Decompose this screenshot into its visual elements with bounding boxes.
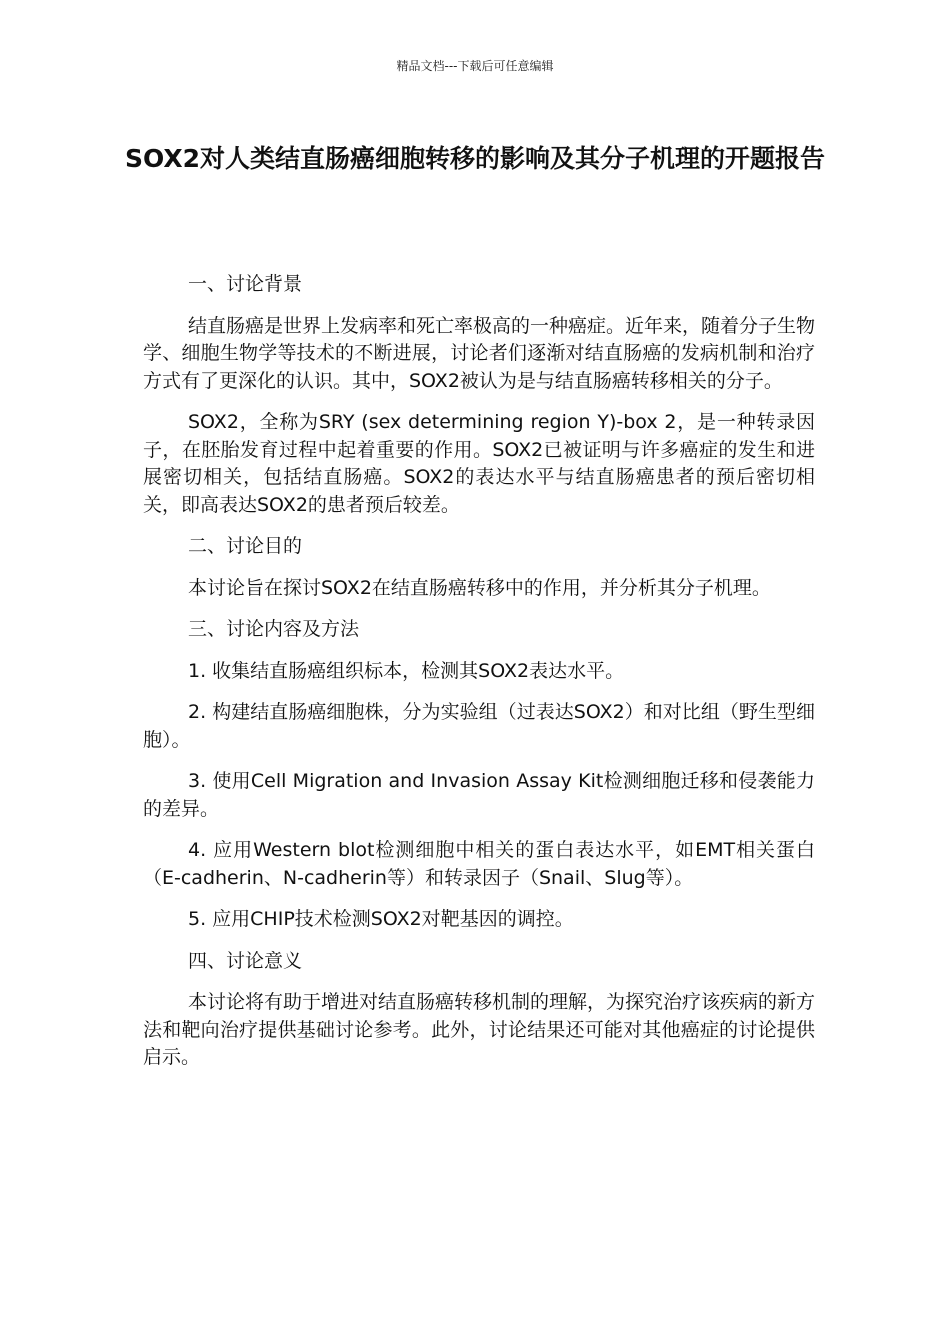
- document-body: [143, 271, 815, 1086]
- method-item-5: 5. 应用CHIP技术检测SOX2对靶基因的调控。: [188, 908, 574, 930]
- document-title: SOX2对人类结直肠癌细胞转移的影响及其分子机理的开题报告: [124, 144, 826, 173]
- paragraph-purpose: 本讨论旨在探讨SOX2在结直肠癌转移中的作用，并分析其分子机理。: [188, 576, 771, 599]
- method-item-2: 2. 构建结直肠癌细胞株，分为实验组（过表达SOX2）和对比组（野生型细胞）。: [143, 701, 815, 751]
- section-heading-purpose: 二、讨论目的: [188, 535, 303, 557]
- paragraph-background-2: SOX2，全称为SRY (sex determining region Y)-box 2，是一种转录因子，在胚胎发育过程中起着重要的作用。SOX2已被证明与许多癌症的发生和进展密切相关，包括结直肠癌。SOX2的表达水平与结直肠癌患者的预后密切相关，即高表达SOX2的患者预后较差。: [143, 411, 815, 516]
- section-heading-significance: 四、讨论意义: [188, 949, 303, 972]
- page-header: 精品文档---下载后可任意编辑: [396, 59, 554, 73]
- paragraph-background-1: 结直肠癌是世界上发病率和死亡率极高的一种癌症。近年来，随着分子生物学、细胞生物学等技术的不断进展，讨论者们逐渐对结直肠癌的发病机制和治疗方式有了更深化的认识。其中，SOX2被认为是与结直肠癌转移相关的分子。: [143, 314, 816, 392]
- section-heading-background: 一、讨论背景: [188, 273, 303, 295]
- section-heading-methods: 三、讨论内容及方法: [188, 618, 360, 640]
- method-item-3: 3. 使用Cell Migration and Invasion Assay Kit检测细胞迁移和侵袭能力的差异。: [143, 770, 815, 820]
- method-item-4: 4. 应用Western blot检测细胞中相关的蛋白表达水平，如EMT相关蛋白（E-cadherin、N-cadherin等）和转录因子（Snail、Slug等）。: [143, 839, 815, 889]
- method-item-1: 1. 收集结直肠癌组织标本，检测其SOX2表达水平。: [188, 659, 625, 682]
- paragraph-significance: 本讨论将有助于增进对结直肠癌转移机制的理解，为探究治疗该疾病的新方法和靶向治疗提供基础讨论参考。此外，讨论结果还可能对其他癌症的讨论提供启示。: [143, 991, 816, 1068]
